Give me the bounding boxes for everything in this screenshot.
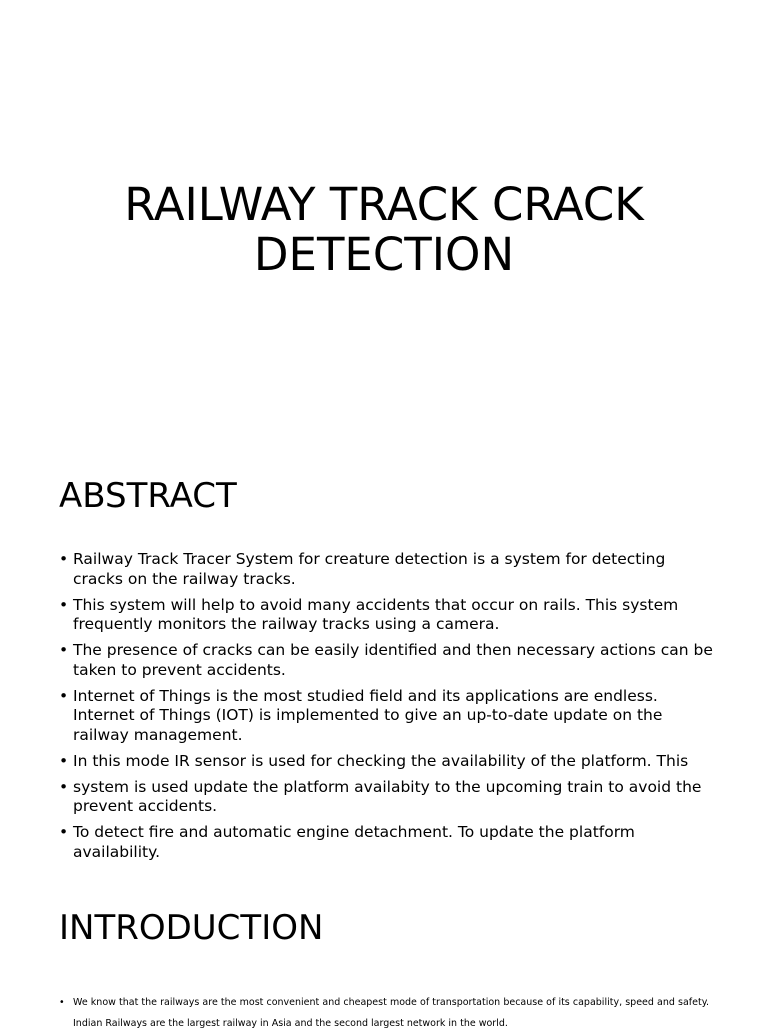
bullet-item: • Internet of Things is the most studied field and its applications are endless. Internet of Things (IOT) is implemented to give an up-to-date update on the railway management.: [59, 687, 719, 746]
title-line-2: DETECTION: [253, 228, 515, 281]
introduction-heading: INTRODUCTION: [59, 908, 324, 948]
bullet-item: • This system will help to avoid many accidents that occur on rails. This system frequently monitors the railway tracks using a camera.: [59, 596, 719, 635]
bullet-item: • system is used update the platform availabity to the upcoming train to avoid the prevent accidents.: [59, 778, 719, 817]
bullet-item: • In this mode IR sensor is used for checking the availability of the platform. This: [59, 752, 719, 772]
bullet-item: • The presence of cracks can be easily identified and then necessary actions can be taken to prevent accidents.: [59, 641, 719, 680]
title-line-1: RAILWAY TRACK CRACK: [124, 178, 644, 231]
introduction-slide: [0, 864, 768, 1029]
title-slide: [0, 0, 768, 432]
bullet-item: • We know that the railways are the most convenient and cheapest mode of transportation because of its capability, speed and safety. Indian Railways are the largest railway in Asia and the second largest network in the world.: [59, 992, 709, 1034]
bullet-item: • To detect fire and automatic engine detachment. To update the platform availability.: [59, 823, 719, 862]
abstract-slide: [0, 432, 768, 864]
presentation-title: [0, 180, 768, 280]
abstract-heading: ABSTRACT: [59, 476, 237, 516]
abstract-bullet-list: [59, 550, 719, 869]
bullet-item: • Railway Track Tracer System for creature detection is a system for detecting cracks on the railway tracks.: [59, 550, 719, 589]
introduction-bullet-list: [59, 992, 709, 1034]
